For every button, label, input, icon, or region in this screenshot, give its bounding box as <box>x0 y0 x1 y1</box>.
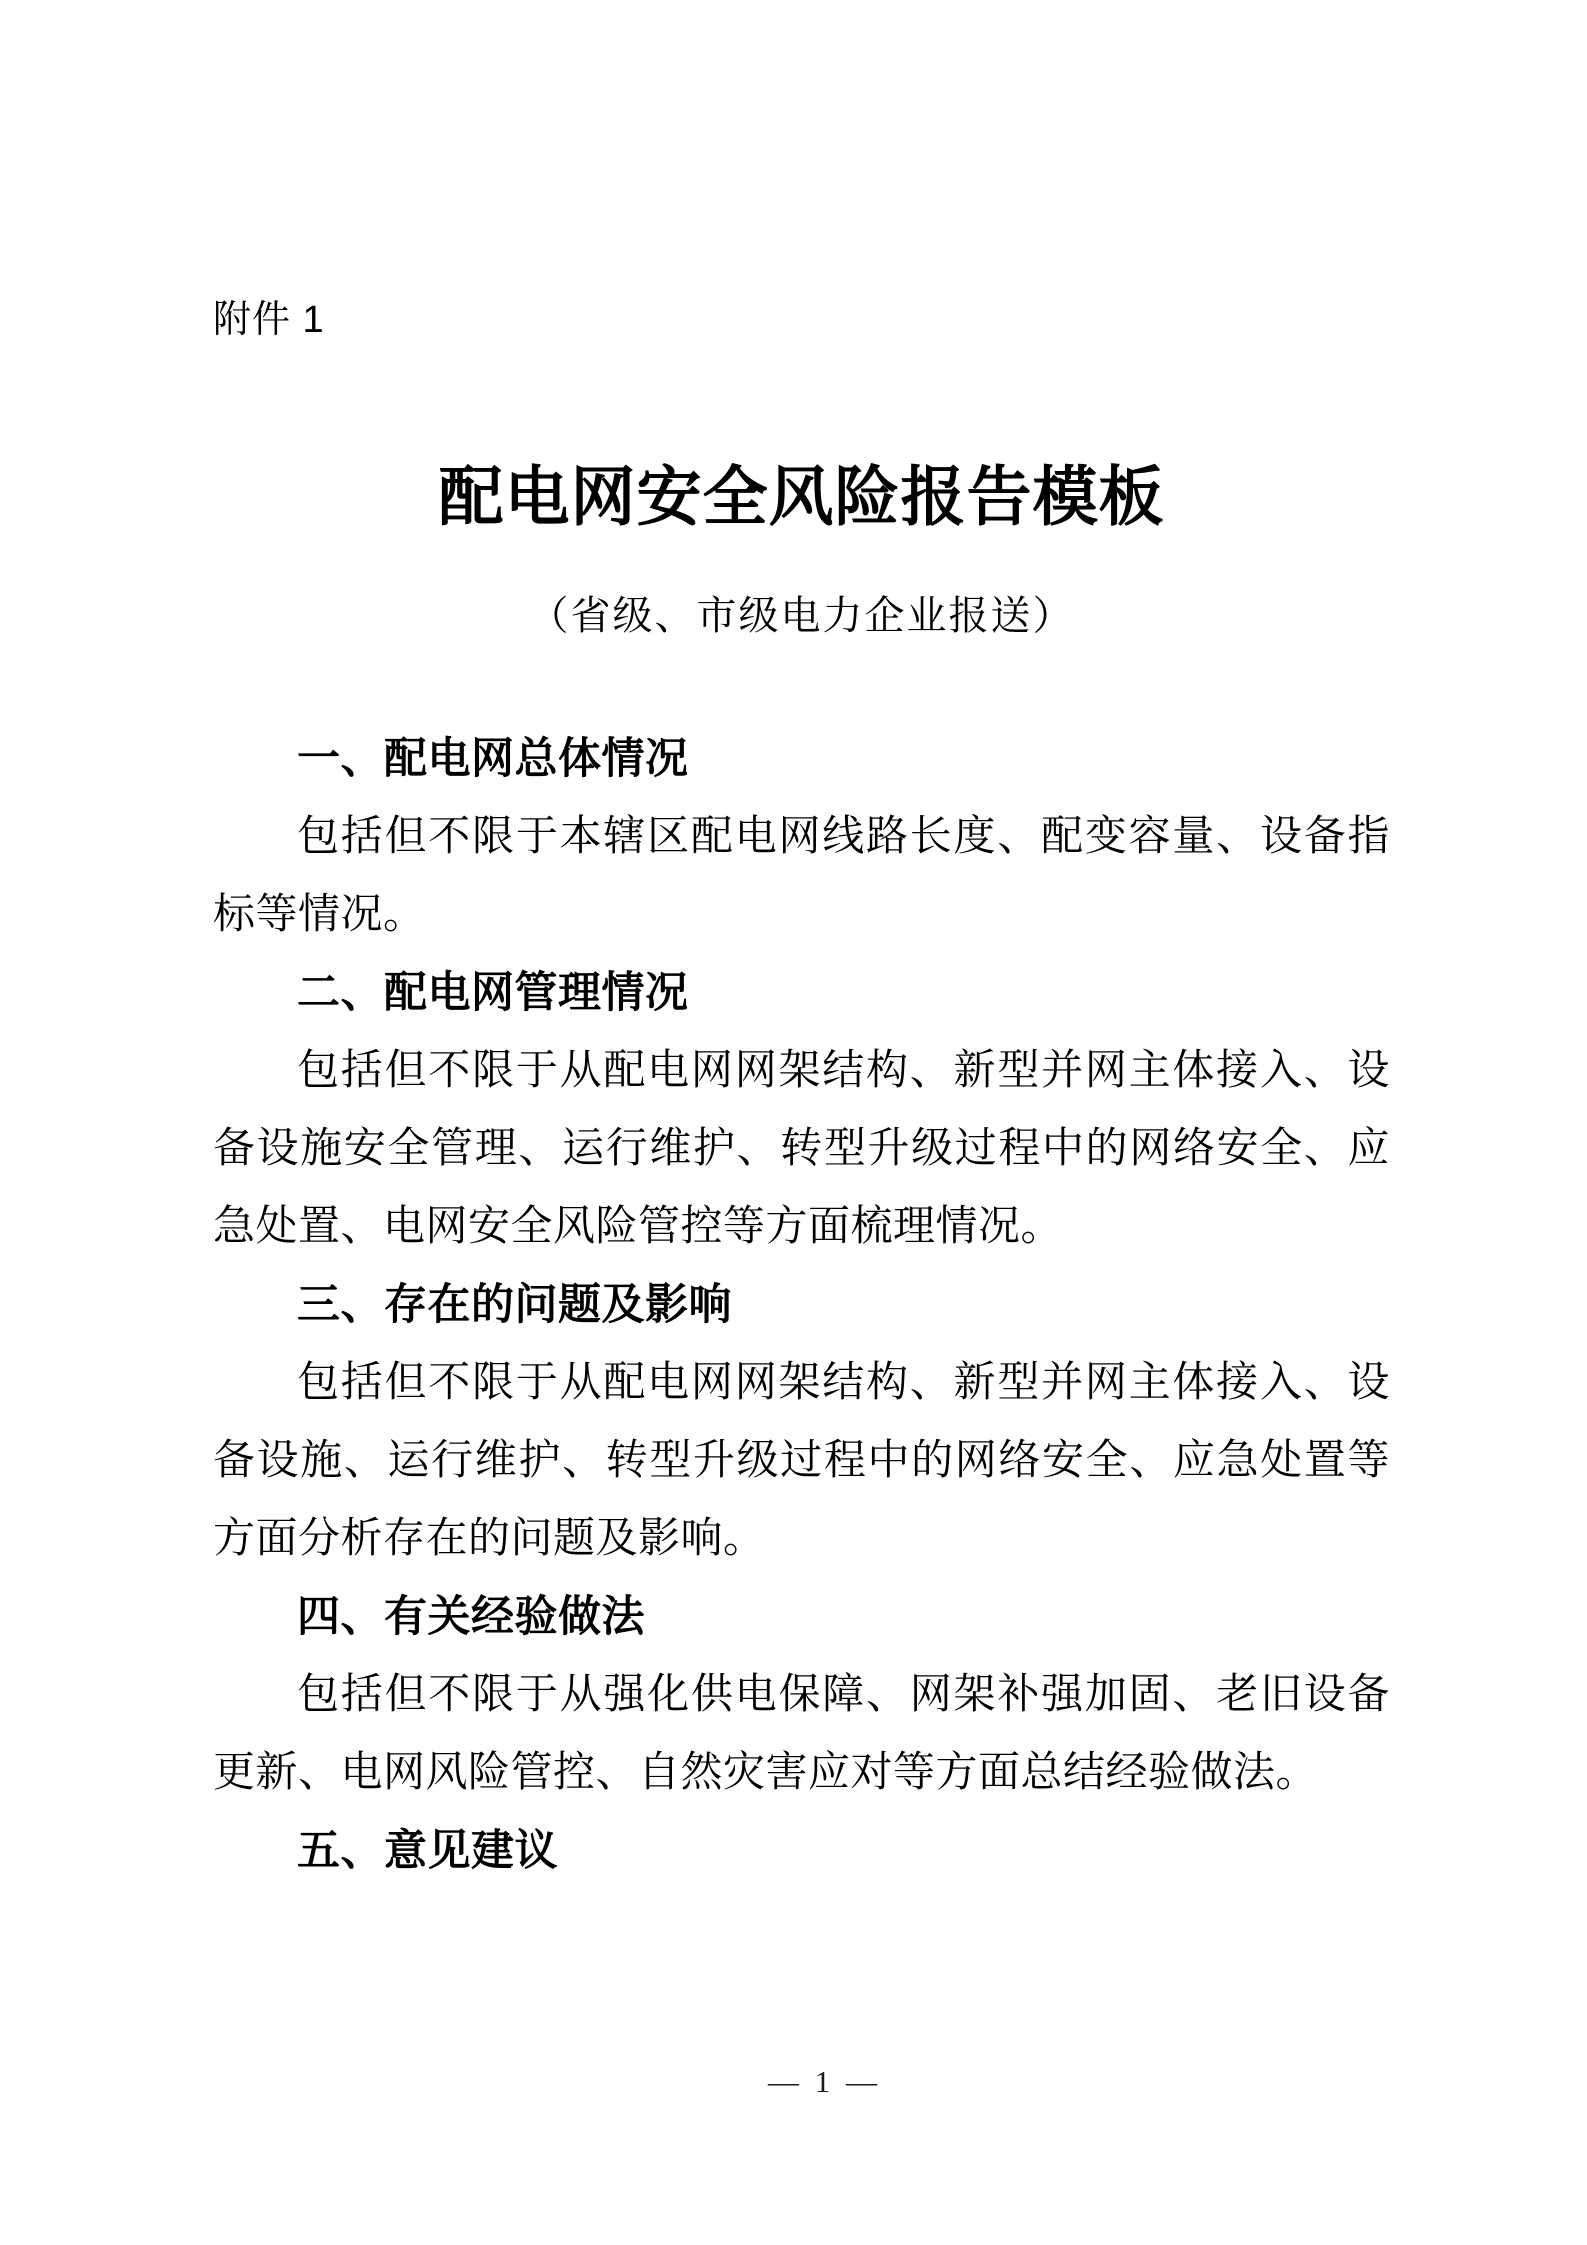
section-2-heading: 二、配电网管理情况 <box>297 968 689 1017</box>
document-title: 配电网安全风险报告模板 <box>438 460 1165 533</box>
attachment-label: 附件 1 <box>213 299 325 341</box>
section-1-body: 包括但不限于本辖区配电网线路长度、配变容量、设备指标等情况。 <box>213 813 1390 938</box>
document-subtitle: （省级、市级电力企业报送） <box>528 592 1075 638</box>
section-1-heading: 一、配电网总体情况 <box>297 734 689 783</box>
section-5-heading: 五、意见建议 <box>297 1826 558 1875</box>
section-4-heading: 四、有关经验做法 <box>297 1592 645 1641</box>
page-number: — 1 — <box>768 2064 881 2099</box>
section-2-body: 包括但不限于从配电网网架结构、新型并网主体接入、设备设施安全管理、运行维护、转型升级过程中的网络安全、应急处置、电网安全风险管控等方面梳理情况。 <box>213 1047 1390 1250</box>
section-3-heading: 三、存在的问题及影响 <box>297 1280 732 1329</box>
document-body <box>213 720 1390 1890</box>
section-3-body: 包括但不限于从配电网网架结构、新型并网主体接入、设备设施、运行维护、转型升级过程中的网络安全、应急处置等方面分析存在的问题及影响。 <box>213 1359 1390 1562</box>
section-4-body: 包括但不限于从强化供电保障、网架补强加固、老旧设备更新、电网风险管控、自然灾害应对等方面总结经验做法。 <box>213 1671 1390 1796</box>
